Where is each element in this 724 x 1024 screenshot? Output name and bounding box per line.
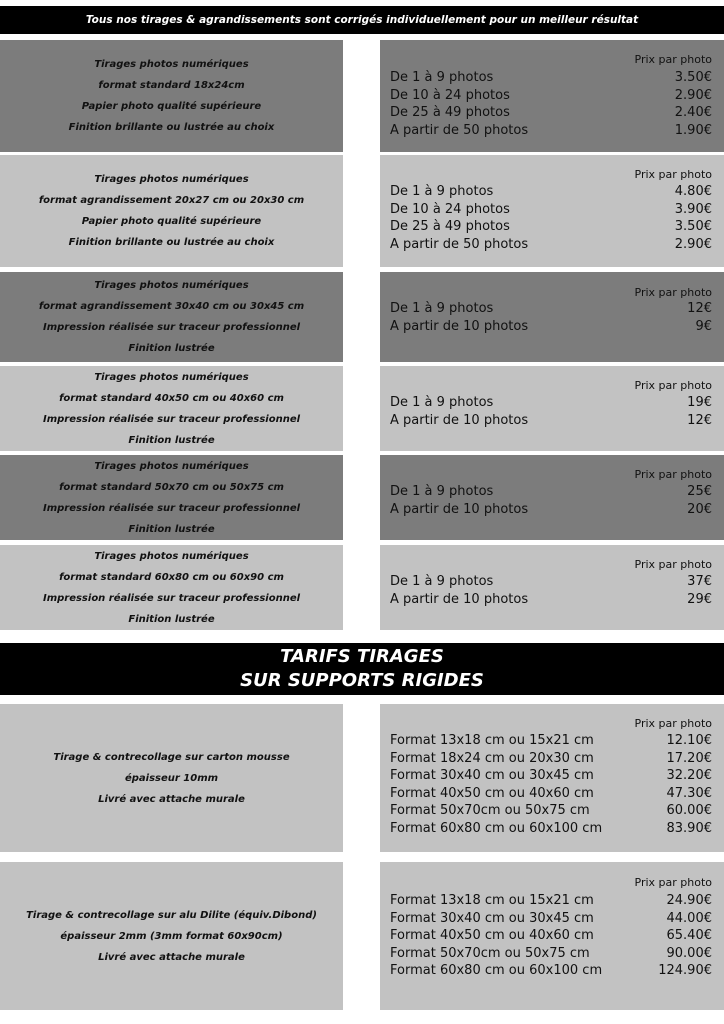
desc-line: Tirages photos numériques <box>94 280 249 291</box>
price-row <box>390 104 712 122</box>
row-price: 3.90€ <box>674 201 712 217</box>
section-3-prices <box>380 272 724 362</box>
desc-line: Livré avec attache murale <box>98 951 245 963</box>
row-label: De 1 à 9 photos <box>390 184 494 199</box>
desc-line: épaisseur 10mm <box>124 772 219 784</box>
desc-line: Tirages photos numériques <box>94 550 249 562</box>
row-label: A partir de 10 photos <box>390 412 529 428</box>
row-price: 32.20€ <box>666 768 712 783</box>
price-row <box>390 767 712 785</box>
desc-line: format agrandissement 30x40 cm ou 30x45 cm <box>38 301 305 312</box>
section-6-prices <box>380 545 724 630</box>
section-5-description <box>0 455 343 540</box>
desc-line: format agrandissement 20x27 cm ou 20x30 cm <box>38 195 305 206</box>
desc-line: Impression réalisée sur traceur professionnel <box>42 592 301 604</box>
desc-line: Livré avec attache murale <box>98 793 245 805</box>
row-price: 83.90€ <box>666 820 712 836</box>
price-label: Prix par photo <box>634 558 712 571</box>
price-row <box>390 573 712 591</box>
row-label: De 1 à 9 photos <box>390 484 494 499</box>
row-price: 60.00€ <box>666 803 712 818</box>
row-price: 47.30€ <box>666 785 712 801</box>
price-row <box>390 87 712 105</box>
price-row <box>390 122 712 140</box>
row-label: De 1 à 9 photos <box>390 70 494 85</box>
row-label: A partir de 50 photos <box>390 236 529 252</box>
price-row <box>390 218 712 236</box>
price-label: Prix par photo <box>634 717 712 730</box>
section-3-description <box>0 272 343 362</box>
row-price: 37€ <box>687 574 712 589</box>
desc-line: Impression réalisée sur traceur professionnel <box>42 322 301 333</box>
row-label: De 10 à 24 photos <box>390 87 510 103</box>
row-price: 65.40€ <box>666 928 712 943</box>
price-row <box>390 183 712 201</box>
desc-line: Finition lustrée <box>128 613 215 625</box>
desc-line: Tirage & contrecollage sur carton mousse <box>53 751 290 763</box>
section-2-prices <box>380 155 724 267</box>
row-price: 90.00€ <box>666 945 712 961</box>
header-banner <box>0 6 724 34</box>
price-row <box>390 785 712 803</box>
row-price: 20€ <box>687 501 712 517</box>
desc-line: format standard 18x24cm <box>98 80 245 91</box>
row-price: 19€ <box>687 395 712 410</box>
price-row <box>390 483 712 501</box>
row-price: 3.50€ <box>674 219 712 234</box>
section-1-description <box>0 40 343 152</box>
rigid-section-1-prices <box>380 704 724 852</box>
desc-line: Tirages photos numériques <box>94 174 249 185</box>
section-4-prices <box>380 366 724 451</box>
row-label: Format 60x80 cm ou 60x100 cm <box>390 820 603 836</box>
rigid-section-2-description <box>0 862 343 1010</box>
price-label: Prix par photo <box>634 468 712 481</box>
row-label: De 10 à 24 photos <box>390 201 510 217</box>
row-label: Format 13x18 cm ou 15x21 cm <box>390 893 594 908</box>
price-row <box>390 201 712 219</box>
row-label: A partir de 10 photos <box>390 591 529 607</box>
row-price: 9€ <box>695 318 712 334</box>
section-6-description <box>0 545 343 630</box>
price-row <box>390 750 712 768</box>
row-label: Format 60x80 cm ou 60x100 cm <box>390 963 603 978</box>
section-5-prices <box>380 455 724 540</box>
row-label: Format 30x40 cm ou 30x45 cm <box>390 768 594 783</box>
desc-line: Tirages photos numériques <box>94 371 249 383</box>
heading-line: SUR SUPPORTS RIGIDES <box>240 670 484 691</box>
row-label: Format 40x50 cm ou 40x60 cm <box>390 928 594 943</box>
desc-line: Finition lustrée <box>128 343 215 354</box>
section-2-description <box>0 155 343 267</box>
row-price: 12€ <box>687 412 712 428</box>
desc-line: format standard 40x50 cm ou 40x60 cm <box>59 392 284 404</box>
desc-line: Finition brillante ou lustrée au choix <box>68 122 275 133</box>
row-price: 12.10€ <box>666 733 712 748</box>
price-row <box>390 501 712 519</box>
price-label: Prix par photo <box>634 379 712 392</box>
row-label: A partir de 50 photos <box>390 122 529 138</box>
heading-line: TARIFS TIRAGES <box>280 646 444 667</box>
desc-line: Papier photo qualité supérieure <box>81 101 262 112</box>
price-label: Prix par photo <box>634 168 712 181</box>
row-price: 2.90€ <box>674 87 712 103</box>
row-label: De 1 à 9 photos <box>390 301 494 316</box>
price-row <box>390 892 712 910</box>
desc-line: Tirage & contrecollage sur alu Dilite (équiv.Dibond) <box>26 909 317 921</box>
desc-line: Finition lustrée <box>128 523 215 535</box>
price-row <box>390 300 712 318</box>
row-price: 2.40€ <box>674 105 712 120</box>
row-price: 24.90€ <box>666 893 712 908</box>
price-row <box>390 69 712 87</box>
price-label: Prix par photo <box>634 286 712 299</box>
price-row <box>390 732 712 750</box>
row-price: 124.90€ <box>658 963 712 978</box>
row-price: 44.00€ <box>666 910 712 926</box>
section-1-prices <box>380 40 724 152</box>
row-price: 4.80€ <box>674 184 712 199</box>
desc-line: format standard 50x70 cm ou 50x75 cm <box>59 481 284 493</box>
desc-line: Tirages photos numériques <box>94 59 249 70</box>
row-price: 17.20€ <box>666 750 712 766</box>
header-text: Tous nos tirages & agrandissements sont corrigés individuellement pour un meilleur résultat <box>85 14 639 26</box>
price-row <box>390 962 712 980</box>
desc-line: Tirages photos numériques <box>94 460 249 472</box>
row-label: De 25 à 49 photos <box>390 219 510 234</box>
row-price: 2.90€ <box>674 236 712 252</box>
row-price: 12€ <box>687 301 712 316</box>
desc-line: Impression réalisée sur traceur professionnel <box>42 413 301 425</box>
row-price: 29€ <box>687 591 712 607</box>
row-label: A partir de 10 photos <box>390 318 529 334</box>
price-label: Prix par photo <box>634 876 712 889</box>
price-row <box>390 236 712 254</box>
row-label: De 1 à 9 photos <box>390 395 494 410</box>
price-row <box>390 591 712 609</box>
row-label: Format 18x24 cm ou 20x30 cm <box>390 750 594 766</box>
row-label: Format 30x40 cm ou 30x45 cm <box>390 910 594 926</box>
row-label: Format 13x18 cm ou 15x21 cm <box>390 733 594 748</box>
row-price: 1.90€ <box>674 122 712 138</box>
row-label: De 25 à 49 photos <box>390 105 510 120</box>
desc-line: format standard 60x80 cm ou 60x90 cm <box>59 571 284 583</box>
price-row <box>390 927 712 945</box>
desc-line: Finition brillante ou lustrée au choix <box>68 237 275 248</box>
price-row <box>390 910 712 928</box>
desc-line: Impression réalisée sur traceur professionnel <box>42 502 301 514</box>
row-price: 3.50€ <box>674 70 712 85</box>
price-label: Prix par photo <box>634 53 712 66</box>
row-price: 25€ <box>687 484 712 499</box>
desc-line: épaisseur 2mm (3mm format 60x90cm) <box>60 930 283 942</box>
price-row <box>390 820 712 838</box>
rigid-section-1-description <box>0 704 343 852</box>
price-row <box>390 394 712 412</box>
price-row <box>390 945 712 963</box>
section-4-description <box>0 366 343 451</box>
rigid-supports-heading <box>0 643 724 695</box>
row-label: Format 50x70cm ou 50x75 cm <box>390 945 590 961</box>
desc-line: Papier photo qualité supérieure <box>81 216 262 227</box>
row-label: Format 50x70cm ou 50x75 cm <box>390 803 590 818</box>
row-label: Format 40x50 cm ou 40x60 cm <box>390 785 594 801</box>
price-row <box>390 802 712 820</box>
row-label: De 1 à 9 photos <box>390 574 494 589</box>
rigid-section-2-prices <box>380 862 724 1010</box>
price-row <box>390 412 712 430</box>
desc-line: Finition lustrée <box>128 434 215 446</box>
row-label: A partir de 10 photos <box>390 501 529 517</box>
price-row <box>390 318 712 336</box>
